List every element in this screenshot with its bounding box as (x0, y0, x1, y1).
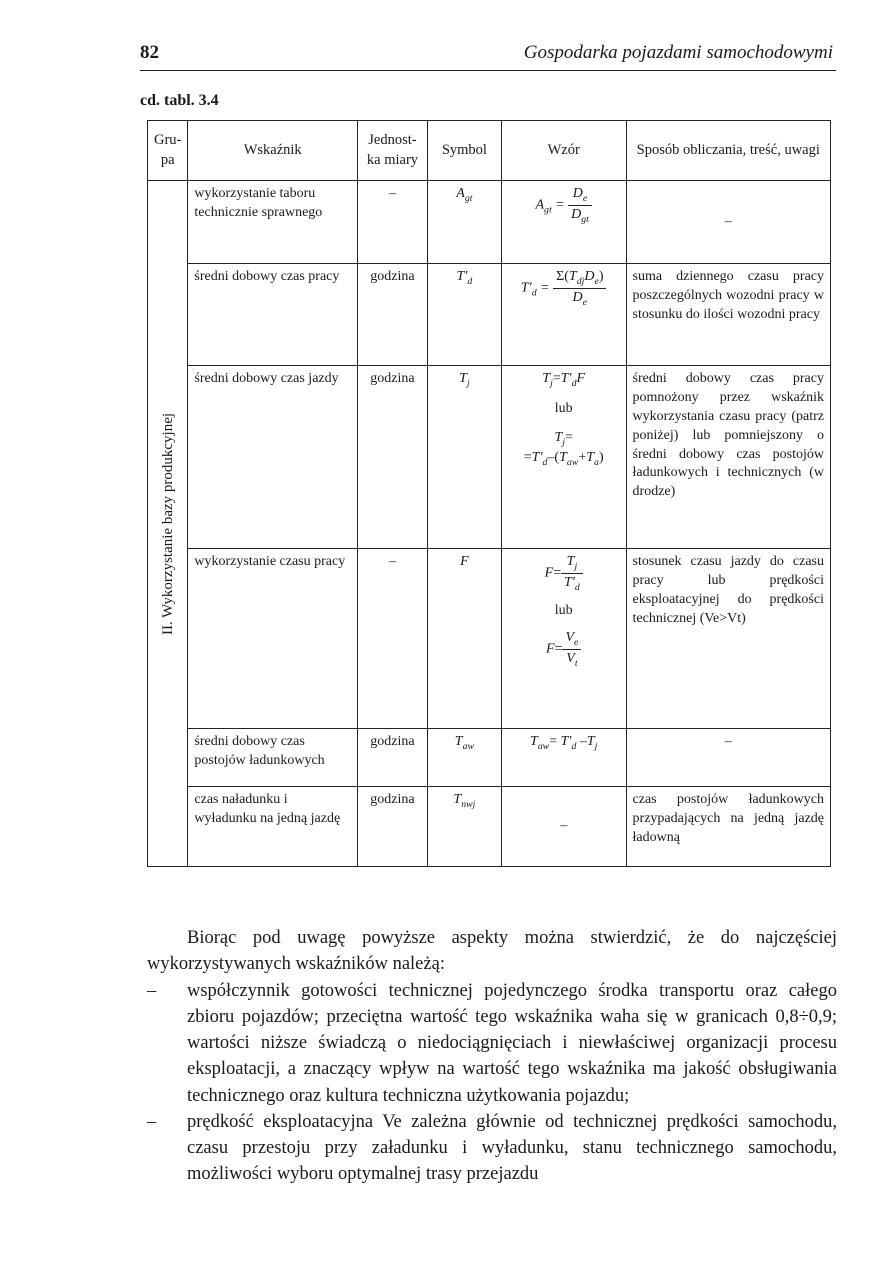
header-symbol: Symbol (427, 121, 501, 181)
method-cell: – (626, 181, 830, 264)
indicators-table (147, 120, 831, 867)
formula-cell: – (501, 787, 626, 867)
unit-cell: godzina (357, 729, 427, 787)
body-text (147, 925, 837, 1188)
symbol-cell: $A_{gt}$ (427, 181, 501, 264)
table-row (148, 729, 831, 787)
group-cell (148, 181, 188, 867)
unit-cell: godzina (357, 366, 427, 549)
indicator-cell: średni dobowy czas postojów ładunkowych (188, 729, 358, 787)
header-rule (140, 70, 836, 71)
unit-cell: godzina (357, 787, 427, 867)
bullet-dash: – (147, 980, 157, 1001)
method-cell: suma dziennego czasu pracy poszczególnych wozodni pracy w stosunku do ilości wozodni pracy (626, 264, 830, 366)
indicator-cell: średni dobowy czas pracy (188, 264, 358, 366)
method-cell: czas postojów ładunkowych przypadających na jedną jazdę ładowną (626, 787, 830, 867)
table-row (148, 264, 831, 366)
formula-cell: F= $\frac{T_j}{T'_d}$ lub F= $\frac{V_e}{V_t}$ (501, 549, 626, 729)
formula-cell: $T_j=T'_dF$ lub $T_j=$ $=T'_d-(T_{aw}+T_a)$ (501, 366, 626, 549)
unit-cell: – (357, 549, 427, 729)
indicator-cell: czas naładunku i wyładunku na jedną jazdę (188, 787, 358, 867)
symbol-cell: $T'_d$ (427, 264, 501, 366)
table-row (148, 181, 831, 264)
unit-cell: godzina (357, 264, 427, 366)
indicator-cell: średni dobowy czas jazdy (188, 366, 358, 549)
formula-cell: $T_{aw}= T'_d$ $-T_j$ (501, 729, 626, 787)
header-group: Gru-pa (148, 121, 188, 181)
bullet-list (147, 978, 837, 1188)
formula-cell: $T'_d$ = $\frac{\Sigma(T_{dj}D_e)}{D_e}$ (501, 264, 626, 366)
bullet-text: prędkość eksploatacyjna Ve zależna głównie od technicznej prędkości samochodu, czasu przestoju przy załadunku i wyładunku, stanu technicznego samochodu, możliwości wyboru optymalnej trasy przejazdu (187, 1111, 837, 1185)
formula-or: lub (554, 603, 573, 619)
formula-cell: $A_{gt}$ = $\frac{D_e}{D_{gt}}$ (501, 181, 626, 264)
table-row (148, 549, 831, 729)
indicator-cell: wykorzystanie czasu pracy (188, 549, 358, 729)
table-row (148, 366, 831, 549)
page-number: 82 (140, 42, 159, 63)
header-formula: Wzór (501, 121, 626, 181)
table-row (148, 787, 831, 867)
method-cell: – (626, 729, 830, 787)
header-unit: Jednost-ka miary (357, 121, 427, 181)
list-item (147, 1109, 837, 1188)
formula-or: lub (554, 401, 573, 417)
symbol-cell: $T_{aw}$ (427, 729, 501, 787)
symbol-cell: F (427, 549, 501, 729)
method-cell: stosunek czasu jazdy do czasu pracy lub prędkości eksploatacyjnej do prędkości technicznej (Ve>Vt) (626, 549, 830, 729)
intro-paragraph: Biorąc pod uwagę powyższe aspekty można stwierdzić, że do najczęściej wykorzystywanych wskaźników należą: (147, 928, 837, 975)
running-title: Gospodarka pojazdami samochodowymi (523, 42, 833, 63)
table-header-row (148, 121, 831, 181)
list-item (147, 978, 837, 1109)
group-label: II. Wykorzystanie bazy produkcyjnej (159, 412, 176, 635)
symbol-cell: $T_j$ (427, 366, 501, 549)
bullet-dash: – (147, 1111, 157, 1132)
indicator-cell: wykorzystanie taboru technicznie sprawnego (188, 181, 358, 264)
header-indicator: Wskaźnik (188, 121, 358, 181)
bullet-text: współczynnik gotowości technicznej pojedynczego środka transportu oraz całego zbioru pojazdów; przeciętna wartość tego wskaźnika waha się w granicach 0,8÷0,9; wartości niższe świadczą o niedociągnięciach i niewłaściwej organizacji procesu eksploatacji, a znaczący wpływ na wartość tego wskaźnika ma jakość obsługiwania technicznego oraz kultura techniczna użytkowania pojazdu; (187, 980, 837, 1106)
method-cell: średni dobowy czas pracy pomnożony przez wskaźnik wykorzystania czasu pracy (patrz poniżej) lub pomniejszony o średni dobowy czas postojów ładunkowych i technicznych (w drodze) (626, 366, 830, 549)
symbol-cell: $T_{nwj}$ (427, 787, 501, 867)
header-method: Sposób obliczania, treść, uwagi (626, 121, 830, 181)
unit-cell: – (357, 181, 427, 264)
table-caption: cd. tabl. 3.4 (140, 92, 219, 109)
